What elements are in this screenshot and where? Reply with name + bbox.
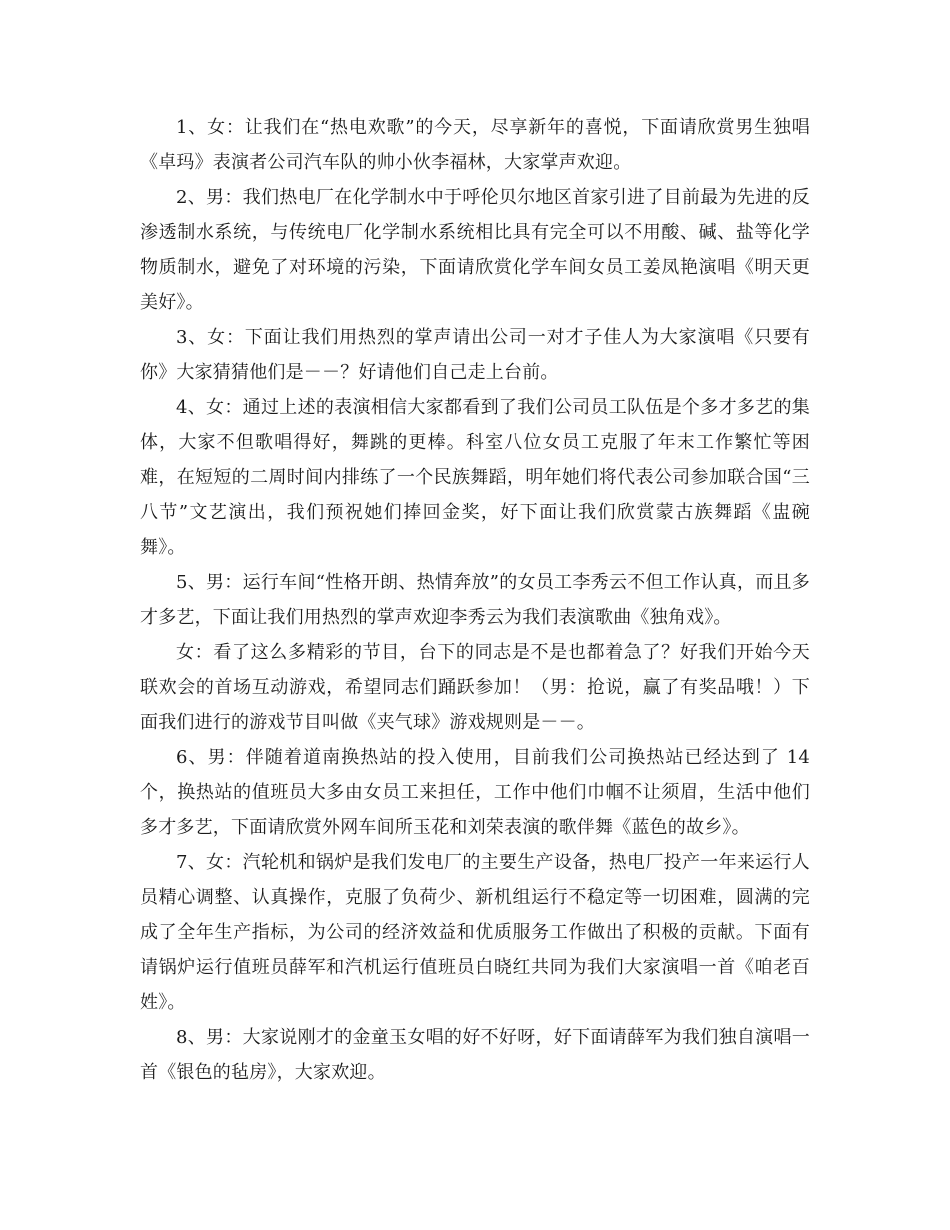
- paragraph-7: 7、女：汽轮机和锅炉是我们发电厂的主要生产设备，热电厂投产一年来运行人员精心调整、认真操作，克服了负荷少、新机组运行不稳定等一切困难，圆满的完成了全年生产指标，为公司的经济效益和优质服务工作做出了积极的贡献。下面有请锅炉运行值班员薛军和汽机运行值班员白晓红共同为我们大家演唱一首《咱老百姓》。: [140, 852, 810, 1013]
- paragraph-6: 6、男：伴随着道南换热站的投入使用，目前我们公司换热站已经达到了 14 个，换热站的值班员大多由女员工来担任，工作中他们巾帼不让须眉，生活中他们多才多艺，下面请欣赏外网车间所玉花和刘荣表演的歌伴舞《蓝色的故乡》。: [140, 747, 810, 838]
- paragraph-8: 8、男：大家说刚才的金童玉女唱的好不好呀，好下面请薛军为我们独自演唱一首《银色的毡房》，大家欢迎。: [140, 1027, 810, 1083]
- paragraph-1: 1、女：让我们在“热电欢歌”的今天，尽享新年的喜悦，下面请欣赏男生独唱《卓玛》表演者公司汽车队的帅小伙李福林，大家掌声欢迎。: [140, 117, 810, 173]
- paragraph-4: 4、女：通过上述的表演相信大家都看到了我们公司员工队伍是个多才多艺的集体，大家不但歌唱得好，舞跳的更棒。科室八位女员工克服了年末工作繁忙等困难，在短短的二周时间内排练了一个民族舞蹈，明年她们将代表公司参加联合国“三八节”文艺演出，我们预祝她们捧回金奖，好下面让我们欣赏蒙古族舞蹈《盅碗舞》。: [140, 397, 810, 558]
- document-body: [140, 110, 810, 1090]
- paragraph-3: 3、女：下面让我们用热烈的掌声请出公司一对才子佳人为大家演唱《只要有你》大家猜猜他们是－－？好请他们自己走上台前。: [140, 327, 810, 383]
- paragraph-interlude: 女：看了这么多精彩的节目，台下的同志是不是也都着急了？好我们开始今天联欢会的首场互动游戏，希望同志们踊跃参加！（男：抢说，赢了有奖品哦！）下面我们进行的游戏节目叫做《夹气球》游戏规则是－－。: [140, 642, 810, 733]
- paragraph-5: 5、男：运行车间“性格开朗、热情奔放”的女员工李秀云不但工作认真，而且多才多艺，下面让我们用热烈的掌声欢迎李秀云为我们表演歌曲《独角戏》。: [140, 572, 810, 628]
- paragraph-2: 2、男：我们热电厂在化学制水中于呼伦贝尔地区首家引进了目前最为先进的反渗透制水系统，与传统电厂化学制水系统相比具有完全可以不用酸、碱、盐等化学物质制水，避免了对环境的污染，下面请欣赏化学车间女员工姜凤艳演唱《明天更美好》。: [140, 187, 810, 313]
